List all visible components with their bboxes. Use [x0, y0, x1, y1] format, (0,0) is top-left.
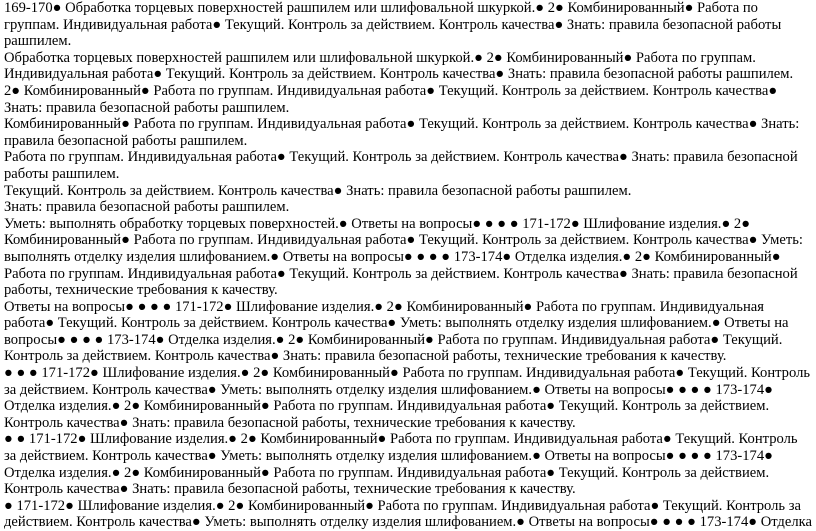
paragraph-2: Обработка торцевых поверхностей рашпилем или шлифовальной шкуркой.● 2● Комбинированный● Работа по группам. Индивидуальная работа● Текущий. Контроль за действием. Контроль качества● Знать: правила безопасной работы рашпилем. — [4, 49, 794, 83]
paragraph-4: Комбинированный● Работа по группам. Индивидуальная работа● Текущий. Контроль за действием. Контроль качества● Знать: правила безопасной работы рашпилем. — [4, 116, 800, 149]
paragraph-12: ● 171-172● Шлифование изделия.● 2● Комбинированный● Работа по группам. Индивидуальная работа● Текущий. Контроль за действием. Контроль качества● Уметь: выполнять отделку изделия шлифованием.● Ответы на вопросы● ● ● ● 173-174● Отделка — [4, 497, 812, 531]
paragraph-6: Текущий. Контроль за действием. Контроль качества● Знать: правила безопасной работы рашпилем. — [4, 182, 632, 199]
paragraph-9: Ответы на вопросы● ● ● ● 171-172● Шлифование изделия.● 2● Комбинированный● Работа по группам. Индивидуальная работа● Текущий. Контроль за действием. Контроль качества● Уметь: выполнять отделку изделия шлифованием.● Ответы на вопросы● ● ● ● 173-174● Отделка изделия.● 2● Комбинированный● Работа по группам. Индивидуальная работа● Текущий. Контроль за действием. Контроль качества● Знать: правила безопасной работы, технические требования к качеству. — [4, 298, 789, 365]
paragraph-3: 2● Комбинированный● Работа по группам. Индивидуальная работа● Текущий. Контроль за действием. Контроль качества● Знать: правила безопасной работы рашпилем. — [4, 82, 778, 116]
paragraph-1: 169-170● Обработка торцевых поверхностей рашпилем или шлифовальной шкуркой.● 2● Комбинированный● Работа по группам. Индивидуальная работа● Текущий. Контроль за действием. Контроль качества● Знать: правила безопасной работы рашпилем. — [4, 0, 782, 50]
paragraph-11: ● ● 171-172● Шлифование изделия.● 2● Комбинированный● Работа по группам. Индивидуальная работа● Текущий. Контроль за действием. Контроль качества● Уметь: выполнять отделку изделия шлифованием.● Ответы на вопросы● ● ● ● 173-174● Отделка изделия.● 2● Комбинированный● Работа по группам. Индивидуальная работа● Текущий. Контроль за действием. Контроль качества● Знать: правила безопасной работы, технические требования к качеству. — [4, 431, 798, 498]
paragraph-7: Знать: правила безопасной работы рашпилем. — [4, 199, 290, 216]
paragraph-5: Работа по группам. Индивидуальная работа● Текущий. Контроль за действием. Контроль качества● Знать: правила безопасной работы рашпилем. — [4, 149, 798, 182]
paragraph-8: Уметь: выполнять обработку торцевых поверхностей.● Ответы на вопросы● ● ● ● 171-172● Шлифование изделия.● 2● Комбинированный● Работа по группам. Индивидуальная работа● Текущий. Контроль за действием. Контроль качества● Уметь: выполнять отделку изделия шлифованием.● Ответы на вопросы● ● ● ● 173-174● Отделка изделия.● 2● Комбинированный● Работа по группам. Индивидуальная работа● Текущий. Контроль за действием. Контроль качества● Знать: правила безопасной работы, технические требования к качеству. — [4, 215, 803, 299]
paragraph-10: ● ● ● 171-172● Шлифование изделия.● 2● Комбинированный● Работа по группам. Индивидуальная работа● Текущий. Контроль за действием. Контроль качества● Уметь: выполнять отделку изделия шлифованием.● Ответы на вопросы● ● ● ● 173-174● Отделка изделия.● 2● Комбинированный● Работа по группам. Индивидуальная работа● Текущий. Контроль за действием. Контроль качества● Знать: правила безопасной работы, технические требования к качеству. — [4, 365, 811, 431]
